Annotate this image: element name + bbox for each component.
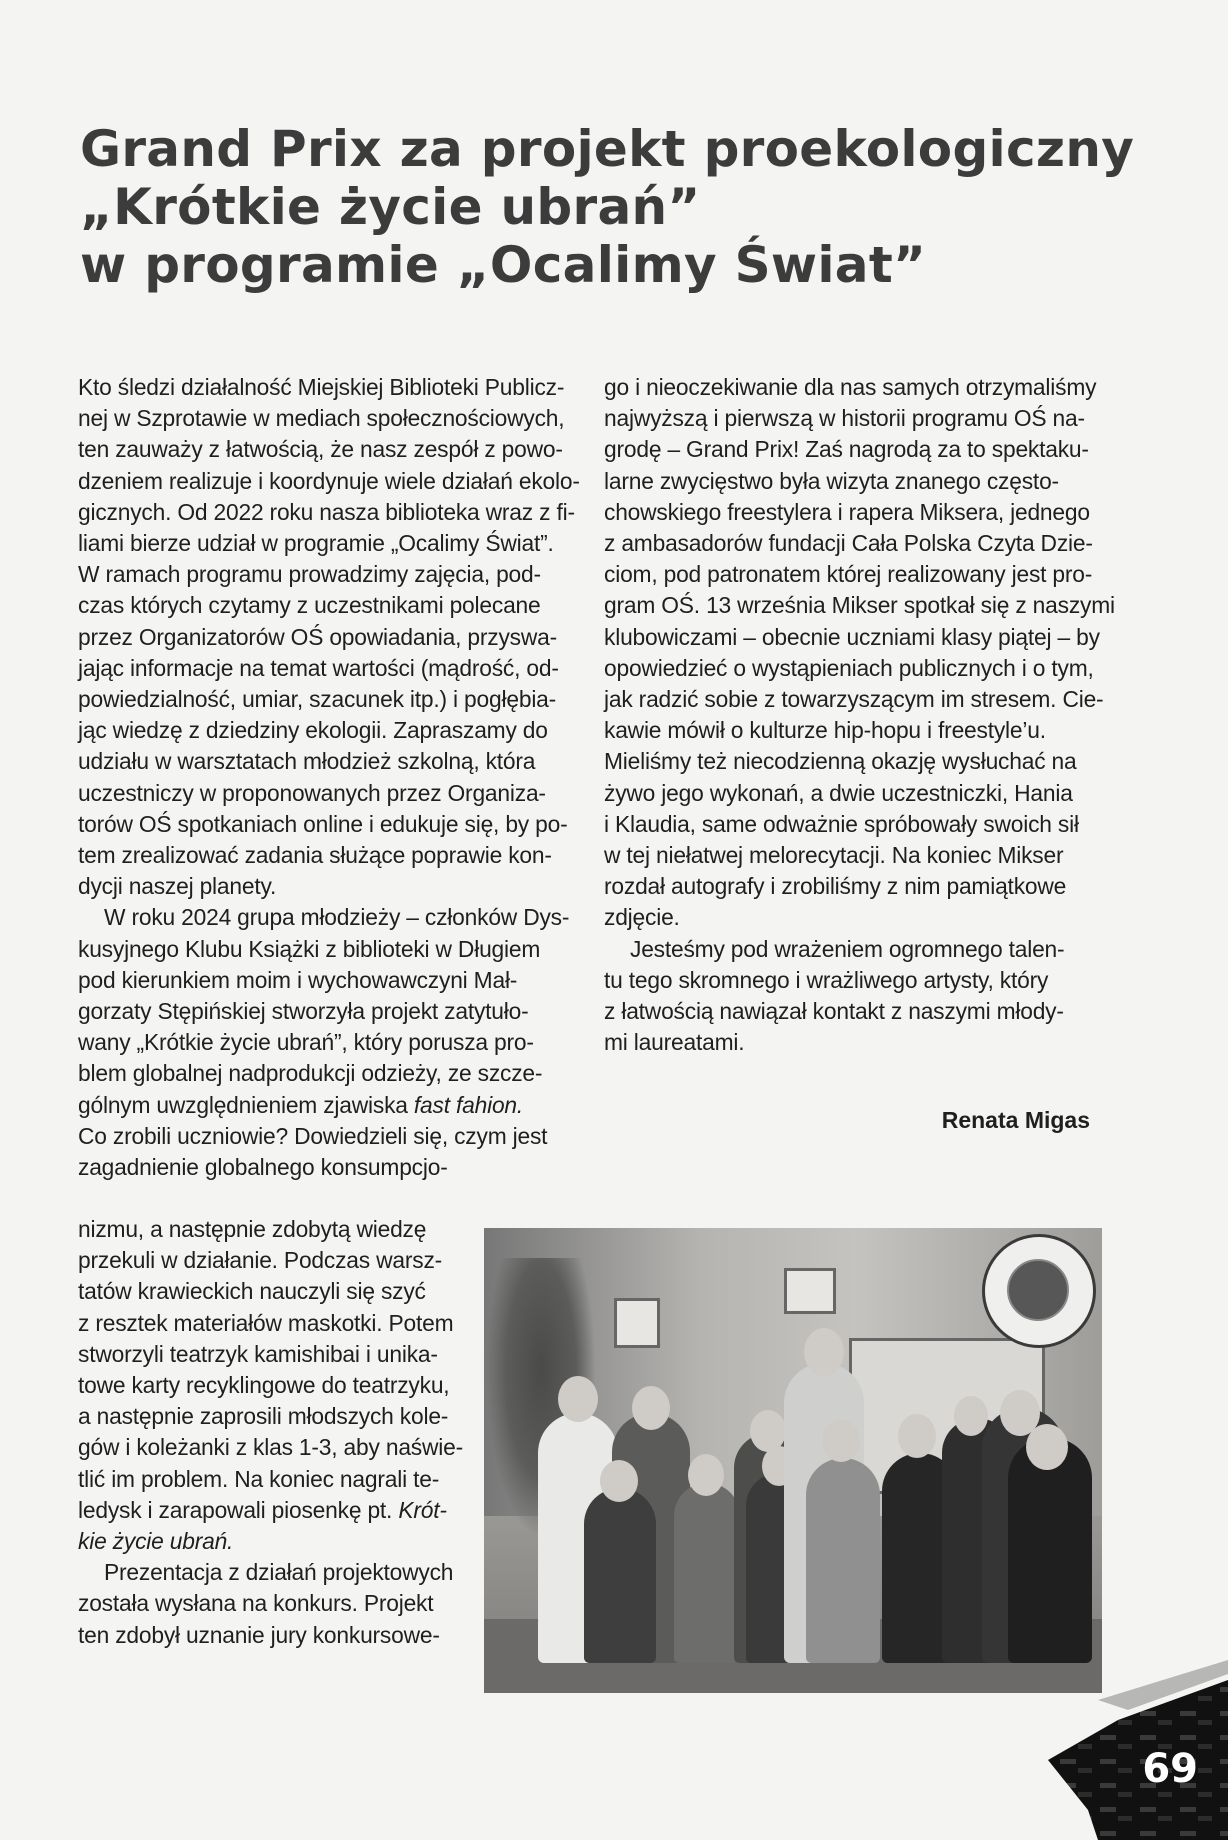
photo-person-head [558,1376,598,1422]
italic-title: kie życie ubrań. [78,1528,234,1555]
library-seal [982,1234,1096,1348]
photo-person-head [632,1386,670,1430]
text-line: liami bierze udział w programie „Ocalimy Świat”. [78,530,554,557]
library-building-image [1007,1259,1069,1321]
text-line: towe karty recyklingowe do teatrzyku, [78,1372,450,1399]
text-line-with-italic [78,1090,564,1121]
photo-frame [614,1298,660,1348]
group-photo [484,1228,1102,1693]
text-line [78,1526,448,1557]
text-line: stworzyli teatrzyk kamishibai i unika- [78,1340,438,1367]
text-line: została wysłana na konkurs. Projekt [78,1590,434,1617]
text-line: przekuli w działanie. Podczas warsz- [78,1247,443,1274]
text-line: przez Organizatorów OŚ opowiadania, przyswa- [78,623,558,650]
page-number: 69 [1142,1746,1198,1792]
text-line: Jesteśmy pod wrażeniem ogromnego talen- [630,935,1065,962]
text-line: gram OŚ. 13 września Mikser spotkał się z naszymi [604,592,1115,619]
photo-person [674,1483,740,1663]
italic-title: Krót- [398,1496,447,1523]
photo-person-head [688,1454,724,1496]
photo-person [584,1488,656,1663]
text-line: jak radzić sobie z towarzyszącym im stresem. Cie- [604,686,1104,713]
text-line: z resztek materiałów maskotki. Potem [78,1309,454,1336]
text-line: grodę – Grand Prix! Zaś nagrodą za to spektaku- [604,436,1089,463]
photo-person-head [600,1460,638,1502]
text-line: z ambasadorów fundacji Cała Polska Czyta Dzie- [604,530,1093,557]
photo-frame [784,1268,836,1314]
text-line: larne zwycięstwo była wizyta znanego często- [604,467,1059,494]
text-line: powiedzialność, umiar, szacunek itp.) i pogłębia- [78,686,557,713]
photo-person-head [898,1414,936,1458]
photo-person [1008,1438,1092,1663]
text-line: z łatwością nawiązał kontakt z naszymi młody- [604,998,1064,1025]
text-line: mi laureatami. [604,1029,745,1056]
text-line: opowiedzieć o wystąpieniach publicznych i o tym, [604,654,1094,681]
paragraph-1 [78,372,580,902]
text-line: zagadnienie globalnego konsumpcjo- [78,1154,448,1181]
text-line: wany „Krótkie życie ubrań”, który porusza pro- [78,1029,534,1056]
text-line: dzeniem realizuje i koordynuje wiele działań ekolo- [78,467,580,494]
text-line: ten zauważy z łatwością, że nasz zespół z powo- [78,436,563,463]
text-line: Co zrobili uczniowie? Dowiedzieli się, czym jest [78,1122,548,1149]
text-line: klubowiczami – obecnie uczniami klasy piątej – by [604,623,1100,650]
title-line: w programie „Ocalimy Świat” [80,236,927,294]
text-line: jając informacje na temat wartości (mądrość, od- [78,654,559,681]
text-line: blem globalnej nadprodukcji odzieży, ze szcze- [78,1060,543,1087]
paragraph-4 [604,934,1090,1059]
paragraph-2 [78,902,570,1183]
italic-term: fast fahion. [413,1091,524,1118]
text-line: żywo jego wykonań, a dwie uczestniczki, Hania [604,779,1073,806]
text-line: nej w Szprotawie w mediach społecznościowych, [78,405,565,432]
photo-person [806,1458,880,1663]
text-line: rozdał autografy i zrobiliśmy z nim pamiątkowe [604,873,1067,900]
text-line: go i nieoczekiwanie dla nas samych otrzymaliśmy [604,374,1097,400]
text-line: tatów krawieckich nauczyli się szyć [78,1278,426,1305]
text-line: udziału w warsztatach młodzież szkolną, która [78,748,536,775]
photo-person-head [954,1396,988,1436]
text-fragment: gólnym uwzględnieniem zjawiska [78,1091,408,1118]
article-title [80,120,1140,294]
text-line: Kto śledzi działalność Miejskiej Biblioteki Publicz- [78,374,565,400]
paragraph-3-continued [604,372,1115,934]
text-line: zdjęcie. [604,904,680,931]
text-line: jąc wiedzę z dziedziny ekologii. Zapraszamy do [78,717,548,744]
text-line: najwyższą i pierwszą w historii programu OŚ na- [604,405,1085,432]
text-line: gorzaty Stępińskiej stworzyła projekt zatytuło- [78,998,529,1025]
text-line: Prezentacja z działań projektowych [104,1559,454,1586]
title-line: Grand Prix za projekt proekologiczny [80,120,1135,178]
text-line: w tej niełatwej melorecytacji. Na koniec Mikser [604,842,1064,869]
text-line: W ramach programu prowadzimy zajęcia, pod- [78,561,541,588]
photo-person-head [804,1328,844,1376]
text-line: torów OŚ spotkaniach online i edukuje się, by po- [78,810,568,837]
text-line: kusyjnego Klubu Książki z biblioteki w Długiem [78,935,541,962]
photo-person-head [1026,1424,1068,1470]
text-line: ciom, pod patronatem której realizowany jest pro- [604,561,1093,588]
text-line: i Klaudia, same odważnie spróbowały swoich sił [604,810,1079,837]
author-signature: Renata Migas [941,1107,1090,1133]
text-line: W roku 2024 grupa młodzieży – członków Dys- [104,904,570,931]
left-column-lower [78,1214,463,1651]
left-column [78,372,580,1183]
text-line: tlić im problem. Na koniec nagrali te- [78,1465,440,1492]
right-column [604,372,1115,1058]
text-line: tem zrealizować zadania służące poprawie kon- [78,842,552,869]
text-line: chowskiego freestylera i rapera Miksera, jednego [604,498,1090,525]
text-line: a następnie zaprosili młodszych kole- [78,1403,449,1430]
text-line: pod kierunkiem moim i wychowawczyni Mał- [78,966,518,993]
title-line: „Krótkie życie ubrań” [80,178,701,236]
text-line-with-italic [78,1495,448,1526]
photo-person-head [822,1420,860,1462]
paragraph-2-continued [78,1214,463,1557]
text-line: ten zdobył uznanie jury konkursowe- [78,1621,440,1648]
text-line: Mieliśmy też niecodzienną okazję wysłuchać na [604,748,1077,775]
text-line: gów i koleżanki z klas 1-3, aby naświe- [78,1434,463,1461]
text-fragment: ledysk i zarapowali piosenkę pt. [78,1496,393,1523]
text-line: uczestniczy w proponowanych przez Organiza- [78,779,546,806]
text-line: tu tego skromnego i wrażliwego artysty, który [604,966,1049,993]
text-line: gicznych. Od 2022 roku nasza biblioteka wraz z fi- [78,498,575,525]
text-line: dycji naszej planety. [78,873,277,900]
paragraph-3 [78,1557,454,1651]
text-line: czas których czytamy z uczestnikami polecane [78,592,541,619]
text-line: kawie mówił o kulturze hip-hopu i freestyle’u. [604,717,1046,744]
text-line: nizmu, a następnie zdobytą wiedzę [78,1216,427,1242]
